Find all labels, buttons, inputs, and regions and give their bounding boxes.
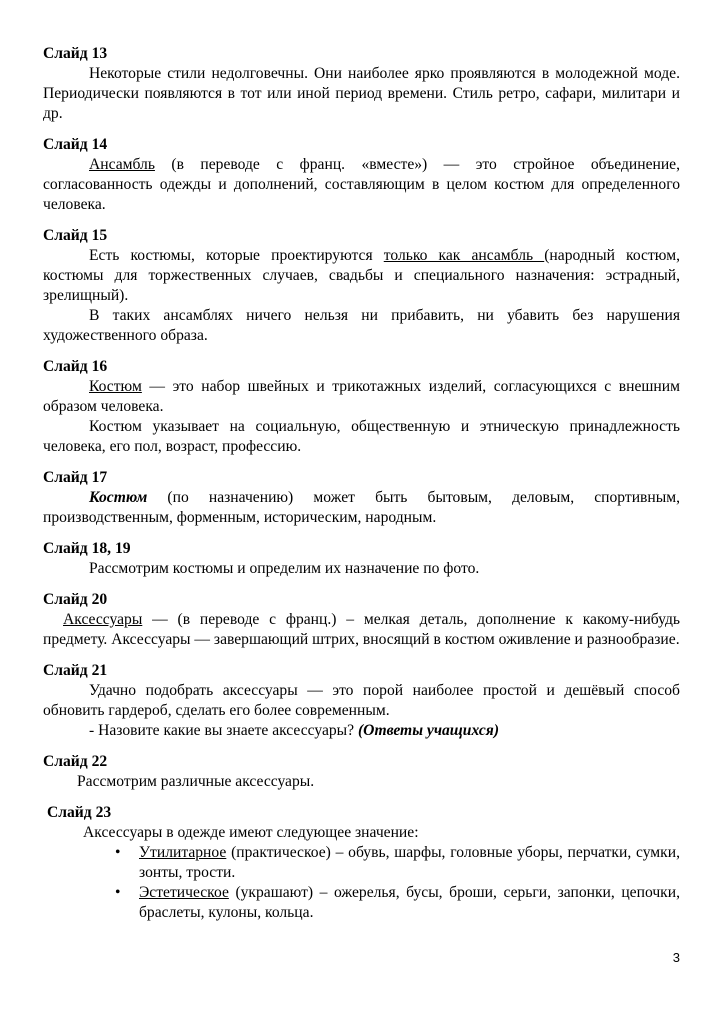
question-text: - Назовите какие вы знаете аксессуары? xyxy=(89,722,358,739)
slide-21-text: Удачно подобрать аксессуары — это порой наиболее простой и дешёвый способ обновить гардероб, сделать его более современным. xyxy=(43,682,680,719)
accessories-meaning-list xyxy=(43,843,680,923)
slide-16-section xyxy=(43,357,680,457)
costume-purpose-text: (по назначению) может быть бытовым, деловым, спортивным, производственным, форменным, историческим, народным. xyxy=(43,489,680,526)
slide-15-underlined: только как ансамбль xyxy=(383,247,545,264)
aesthetic-term: Эстетическое xyxy=(139,884,229,901)
slide-13-text: Некоторые стили недолговечны. Они наиболее ярко проявляются в молодежной моде. Периодически появляются в тот или иной период времени. Стиль ретро, сафари, милитари и др. xyxy=(43,65,680,122)
list-item xyxy=(139,843,680,883)
slide-23-section xyxy=(43,803,680,923)
slide-20-text xyxy=(43,610,680,650)
slide-14-title: Слайд 14 xyxy=(43,136,108,153)
ensemble-definition: (в переводе с франц. «вместе») — это стройное объединение, согласованность одежды и дополнений, составляющим в целом костюм для определенного человека. xyxy=(43,156,680,213)
accessories-definition: — (в переводе с франц.) – мелкая деталь, дополнение к какому-нибудь предмету. Аксессуары — завершающий штрих, вносящий в костюм оживление и разнообразие. xyxy=(43,611,680,648)
slide-16-text xyxy=(43,377,680,417)
list-item xyxy=(139,883,680,923)
slide-15-text xyxy=(43,246,680,306)
slide-17-title: Слайд 17 xyxy=(43,469,108,486)
slide-22-section xyxy=(43,752,680,792)
costume-definition: — это набор швейных и трикотажных изделий, согласующихся с внешним образом человека. xyxy=(43,378,680,415)
slide-23-text: Аксессуары в одежде имеют следующее значение: xyxy=(83,824,419,841)
slide-22-text: Рассмотрим различные аксессуары. xyxy=(77,773,315,790)
slide-20-section xyxy=(43,590,680,650)
slide-21-section xyxy=(43,661,680,741)
utilitarian-term: Утилитарное xyxy=(139,844,227,861)
slide-21-title: Слайд 21 xyxy=(43,662,108,679)
slide-13-title: Слайд 13 xyxy=(43,45,108,62)
slide-17-section xyxy=(43,468,680,528)
slide-18-title: Слайд 18, 19 xyxy=(43,540,131,557)
aesthetic-text: (украшают) – ожерелья, бусы, броши, серьги, запонки, цепочки, браслеты, кулоны, кольца. xyxy=(139,884,680,921)
document-page xyxy=(43,44,680,934)
accessories-term: Аксессуары xyxy=(63,611,143,628)
slide-14-section xyxy=(43,135,680,215)
slide-22-title: Слайд 22 xyxy=(43,753,108,770)
slide-15-title: Слайд 15 xyxy=(43,227,108,244)
costume-term: Костюм xyxy=(89,378,142,395)
slide-23-title: Слайд 23 xyxy=(47,804,112,821)
page-number: 3 xyxy=(672,950,680,965)
slide-15-section xyxy=(43,226,680,346)
ensemble-term: Ансамбль xyxy=(89,156,155,173)
slide-16-text2: Костюм указывает на социальную, общественную и этническую принадлежность человека, его пол, возраст, профессию. xyxy=(43,418,680,455)
utilitarian-text: (практическое) – обувь, шарфы, головные уборы, перчатки, сумки, зонты, трости. xyxy=(139,844,680,881)
slide-15-text-after: (народный костюм, костюмы для торжественных случаев, свадьбы и специального назначения: эстрадный, зрелищный). xyxy=(43,247,680,304)
slide-17-text xyxy=(43,488,680,528)
slide-15-text-before: Есть костюмы, которые проектируются xyxy=(89,247,384,264)
slide-21-question xyxy=(43,721,680,741)
slide-18-section xyxy=(43,539,680,579)
answer-note: (Ответы учащихся) xyxy=(357,722,500,739)
slide-20-title: Слайд 20 xyxy=(43,591,108,608)
costume-purpose-term: Костюм xyxy=(89,489,148,506)
slide-16-title: Слайд 16 xyxy=(43,358,108,375)
slide-13-section xyxy=(43,44,680,124)
slide-14-text xyxy=(43,155,680,215)
slide-15-text2: В таких ансамблях ничего нельзя ни прибавить, ни убавить без нарушения художественного образа. xyxy=(43,307,680,344)
slide-18-text: Рассмотрим костюмы и определим их назначение по фото. xyxy=(89,560,480,577)
